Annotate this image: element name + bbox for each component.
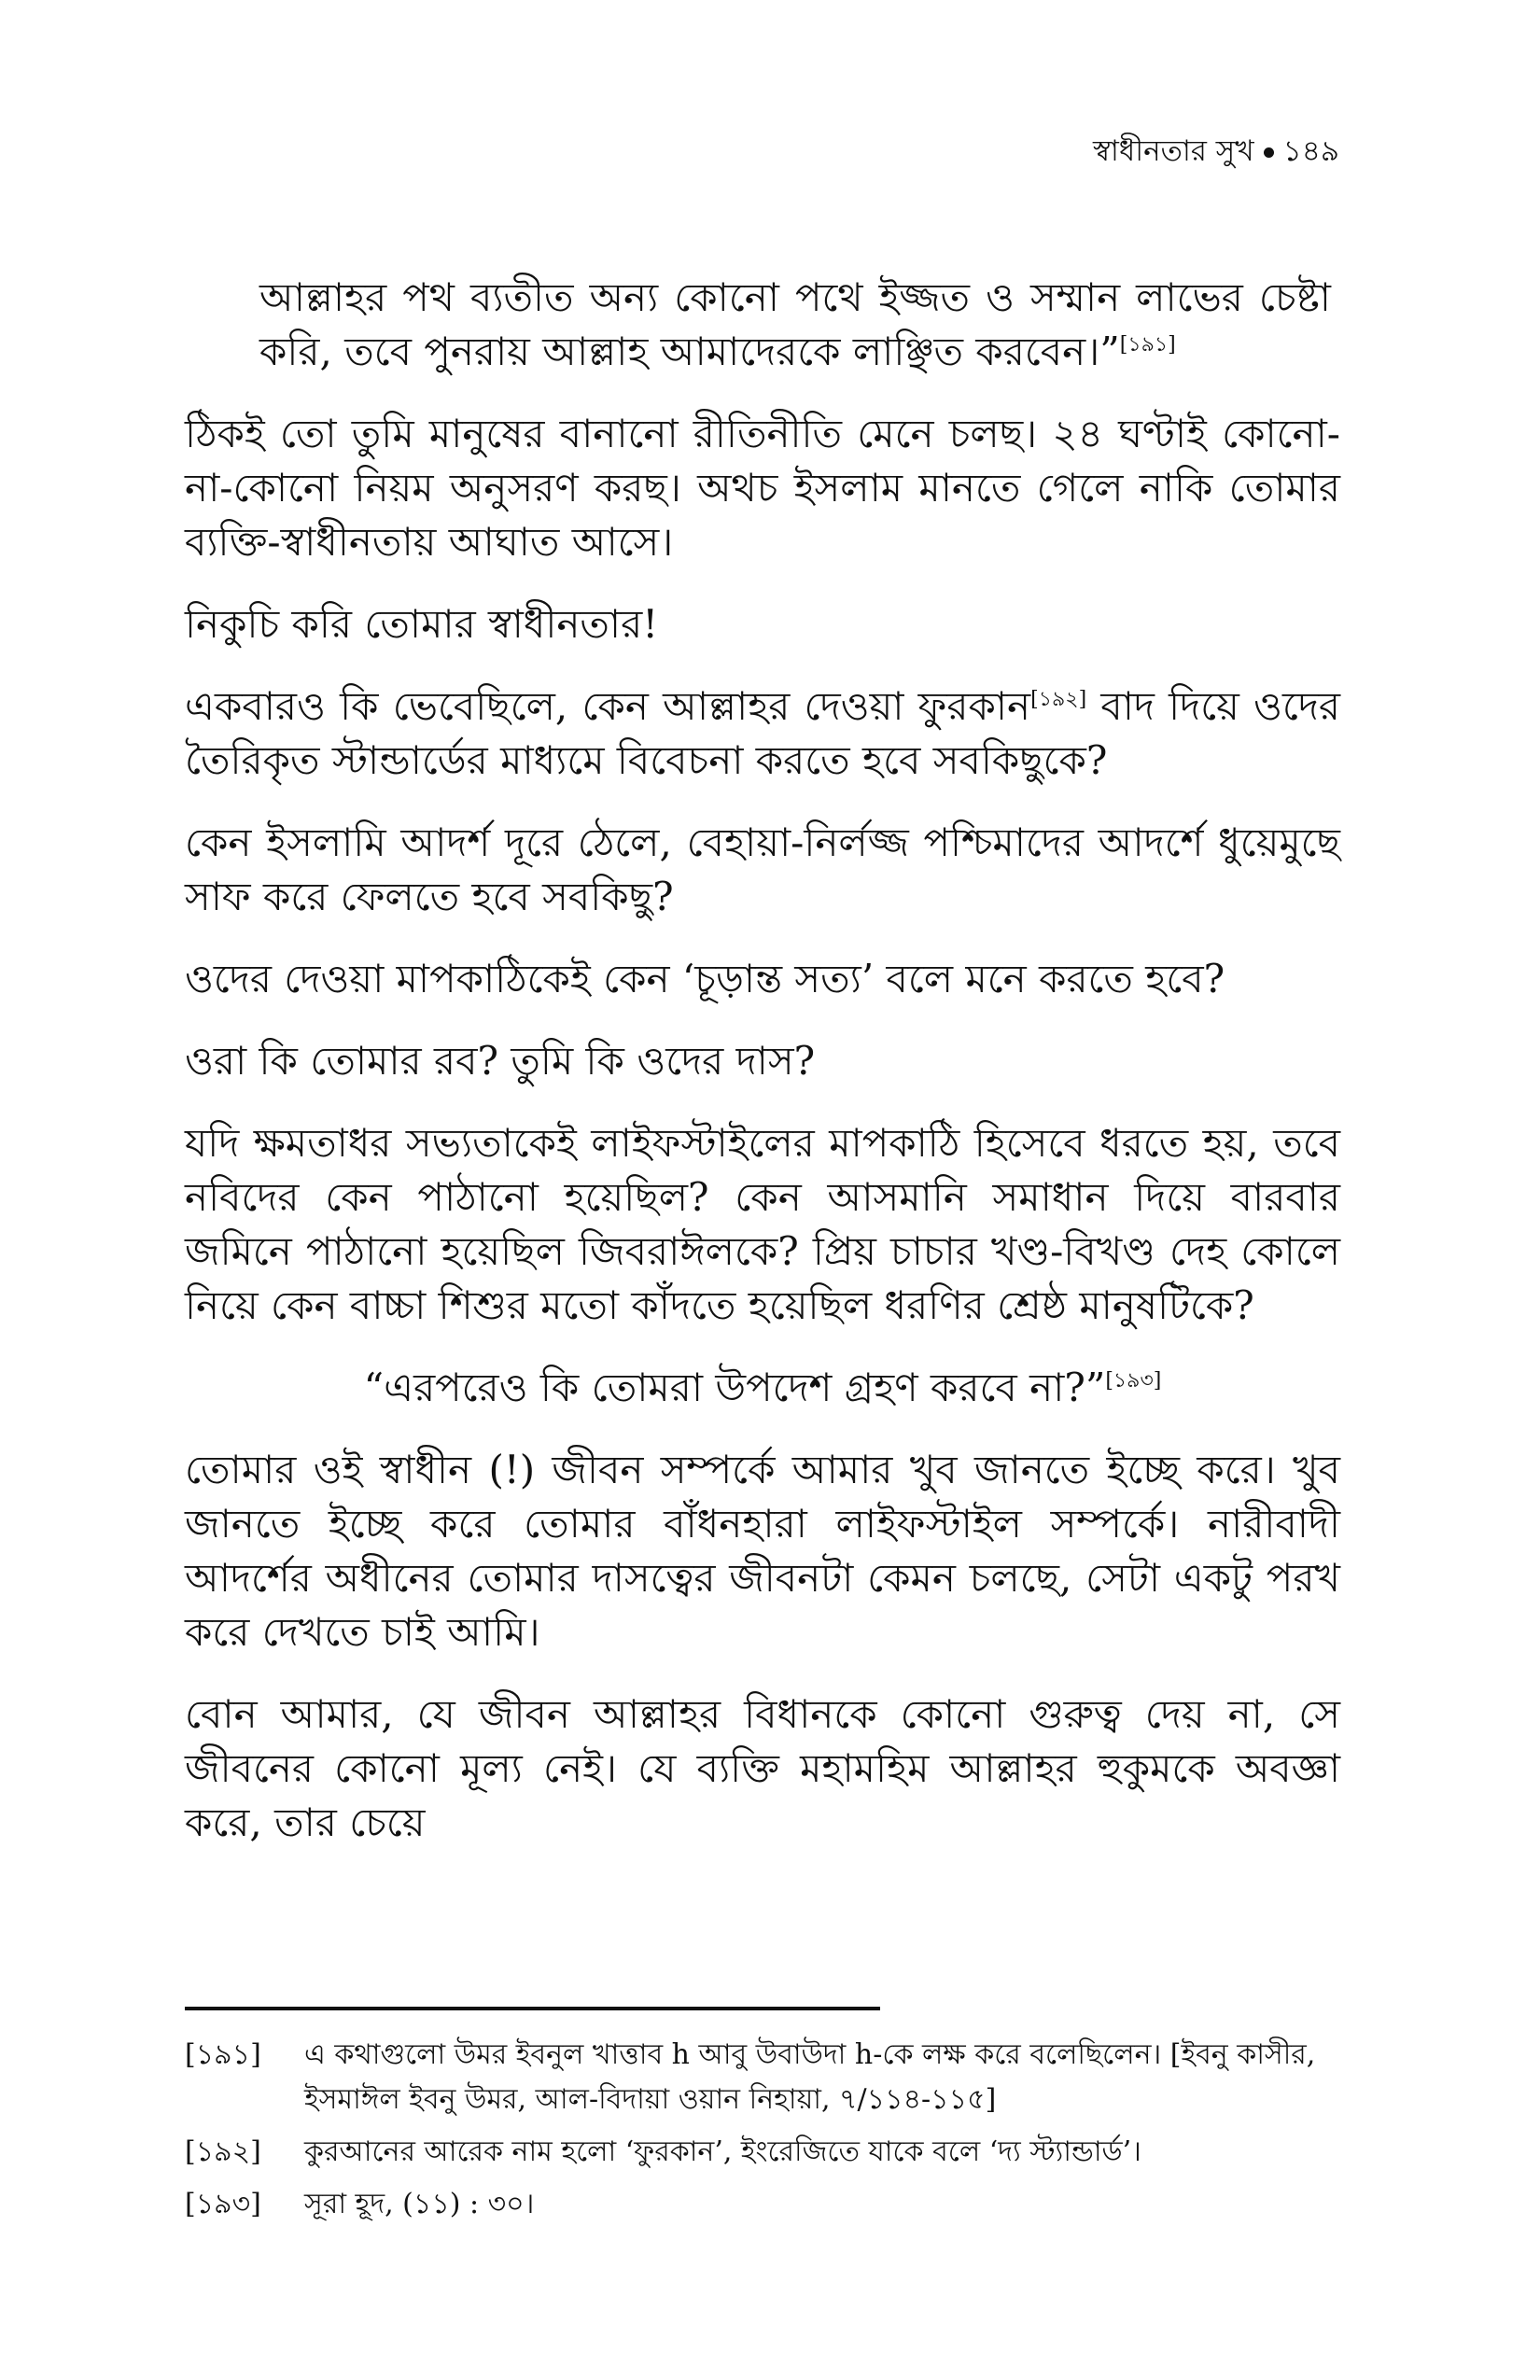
footnote-text: এ কথাগুলো উমর ইবনুল খাত্তাব h আবু উবাউদা h-কে লক্ষ করে বলেছিলেন। [ইবনু কাসীর, ইসমাঈল ইবনু উমর, আল-বিদায়া ওয়ান নিহায়া, ৭/১১৪-১১৫] (304, 2038, 1316, 2116)
paragraph-3-part-b: বাদ দিয়ে ওদের তৈরিকৃত স্টান্ডার্ডের মাধ্যমে বিবেচনা করতে হবে সবকিছুকে? (185, 683, 1341, 783)
paragraph-7: যদি ক্ষমতাধর সভ্যতাকেই লাইফস্টাইলের মাপকাঠি হিসেবে ধরতে হয়, তবে নবিদের কেন পাঠানো হয়েছিল? কেন আসমানি সমাধান দিয়ে বারবার জমিনে পাঠানো হয়েছিল জিবরাঈলকে? প্রিয় চাচার খণ্ড-বিখণ্ড দেহ কোলে নিয়ে কেন বাচ্চা শিশুর মতো কাঁদতে হয়েছিল ধরণির শ্রেষ্ঠ মানুষটিকে? (185, 1120, 1340, 1328)
footnote-text: কুরআনের আরেক নাম হলো ‘ফুরকান’, ইংরেজিতে যাকে বলে ‘দ্য স্ট্যান্ডার্ড’। (304, 2135, 1141, 2168)
footnote-191 (185, 2033, 1340, 2122)
footnotes (185, 2033, 1340, 2234)
paragraph-1: ঠিকই তো তুমি মানুষের বানানো রীতিনীতি মেনে চলছ। ২৪ ঘণ্টাই কোনো-না-কোনো নিয়ম অনুসরণ করছ। অথচ ইসলাম মানতে গেলে নাকি তোমার ব্যক্তি-স্বাধীনতায় আঘাত আসে। (185, 411, 1340, 565)
centered-quote-text: “এরপরেও কি তোমরা উপদেশ গ্রহণ করবে না?” (363, 1365, 1106, 1410)
paragraph-3-part-a: একবারও কি ভেবেছিলে, কেন আল্লাহর দেওয়া ফুরকান (185, 683, 1031, 729)
bullet-separator (1264, 147, 1274, 158)
page-number: ১৪৯ (1282, 134, 1339, 168)
footnote-number: [১৯৩] (185, 2188, 261, 2220)
footnote-divider (185, 2007, 880, 2010)
footnote-ref-192[interactable]: [১৯২] (1030, 688, 1087, 711)
footnote-ref-193[interactable]: [১৯৩] (1105, 1369, 1162, 1393)
running-header (1093, 129, 1339, 177)
footnote-193 (185, 2182, 1340, 2227)
paragraph-6: ওরা কি তোমার রব? তুমি কি ওদের দাস? (185, 1038, 816, 1084)
paragraph-9: বোন আমার, যে জীবন আল্লাহর বিধানকে কোনো গুরুত্ব দেয় না, সে জীবনের কোনো মূল্য নেই। যে ব্যক্তি মহামহিম আল্লাহর হুকুমকে অবজ্ঞা করে, তার চেয়ে (185, 1691, 1340, 1845)
main-text (185, 271, 1340, 1878)
block-quote-text: আল্লাহর পথ ব্যতীত অন্য কোনো পথে ইজ্জত ও সম্মান লাভের চেষ্টা করি, তবে পুনরায় আল্লাহ আমাদেরকে লাঞ্ছিত করবেন।” (259, 274, 1331, 374)
footnote-text: সূরা হূদ, (১১) : ৩০। (304, 2188, 535, 2220)
centered-quote (185, 1361, 1340, 1415)
paragraph-3 (185, 679, 1340, 788)
footnote-192 (185, 2130, 1340, 2175)
paragraph-2: নিকুচি করি তোমার স্বাধীনতার! (185, 601, 659, 647)
paragraph-8: তোমার ওই স্বাধীন (!) জীবন সম্পর্কে আমার খুব জানতে ইচ্ছে করে। খুব জানতে ইচ্ছে করে তোমার বাঁধনহারা লাইফস্টাইল সম্পর্কে। নারীবাদী আদর্শের অধীনের তোমার দাসত্বের জীবনটা কেমন চলছে, সেটা একটু পরখ করে দেখতে চাই আমি। (185, 1447, 1340, 1655)
footnote-number: [১৯১] (185, 2038, 261, 2071)
block-quote (185, 271, 1340, 379)
footnote-number: [১৯২] (185, 2135, 261, 2168)
footnote-ref-191[interactable]: [১৯১] (1119, 333, 1176, 357)
paragraph-5: ওদের দেওয়া মাপকাঠিকেই কেন ‘চূড়ান্ত সত্য’ বলে মনে করতে হবে? (185, 956, 1225, 1001)
paragraph-4: কেন ইসলামি আদর্শ দূরে ঠেলে, বেহায়া-নির্লজ্জ পশ্চিমাদের আদর্শে ধুয়েমুছে সাফ করে ফেলতে হবে সবকিছু? (185, 819, 1340, 919)
running-title: স্বাধীনতার সুখ (1093, 134, 1254, 168)
